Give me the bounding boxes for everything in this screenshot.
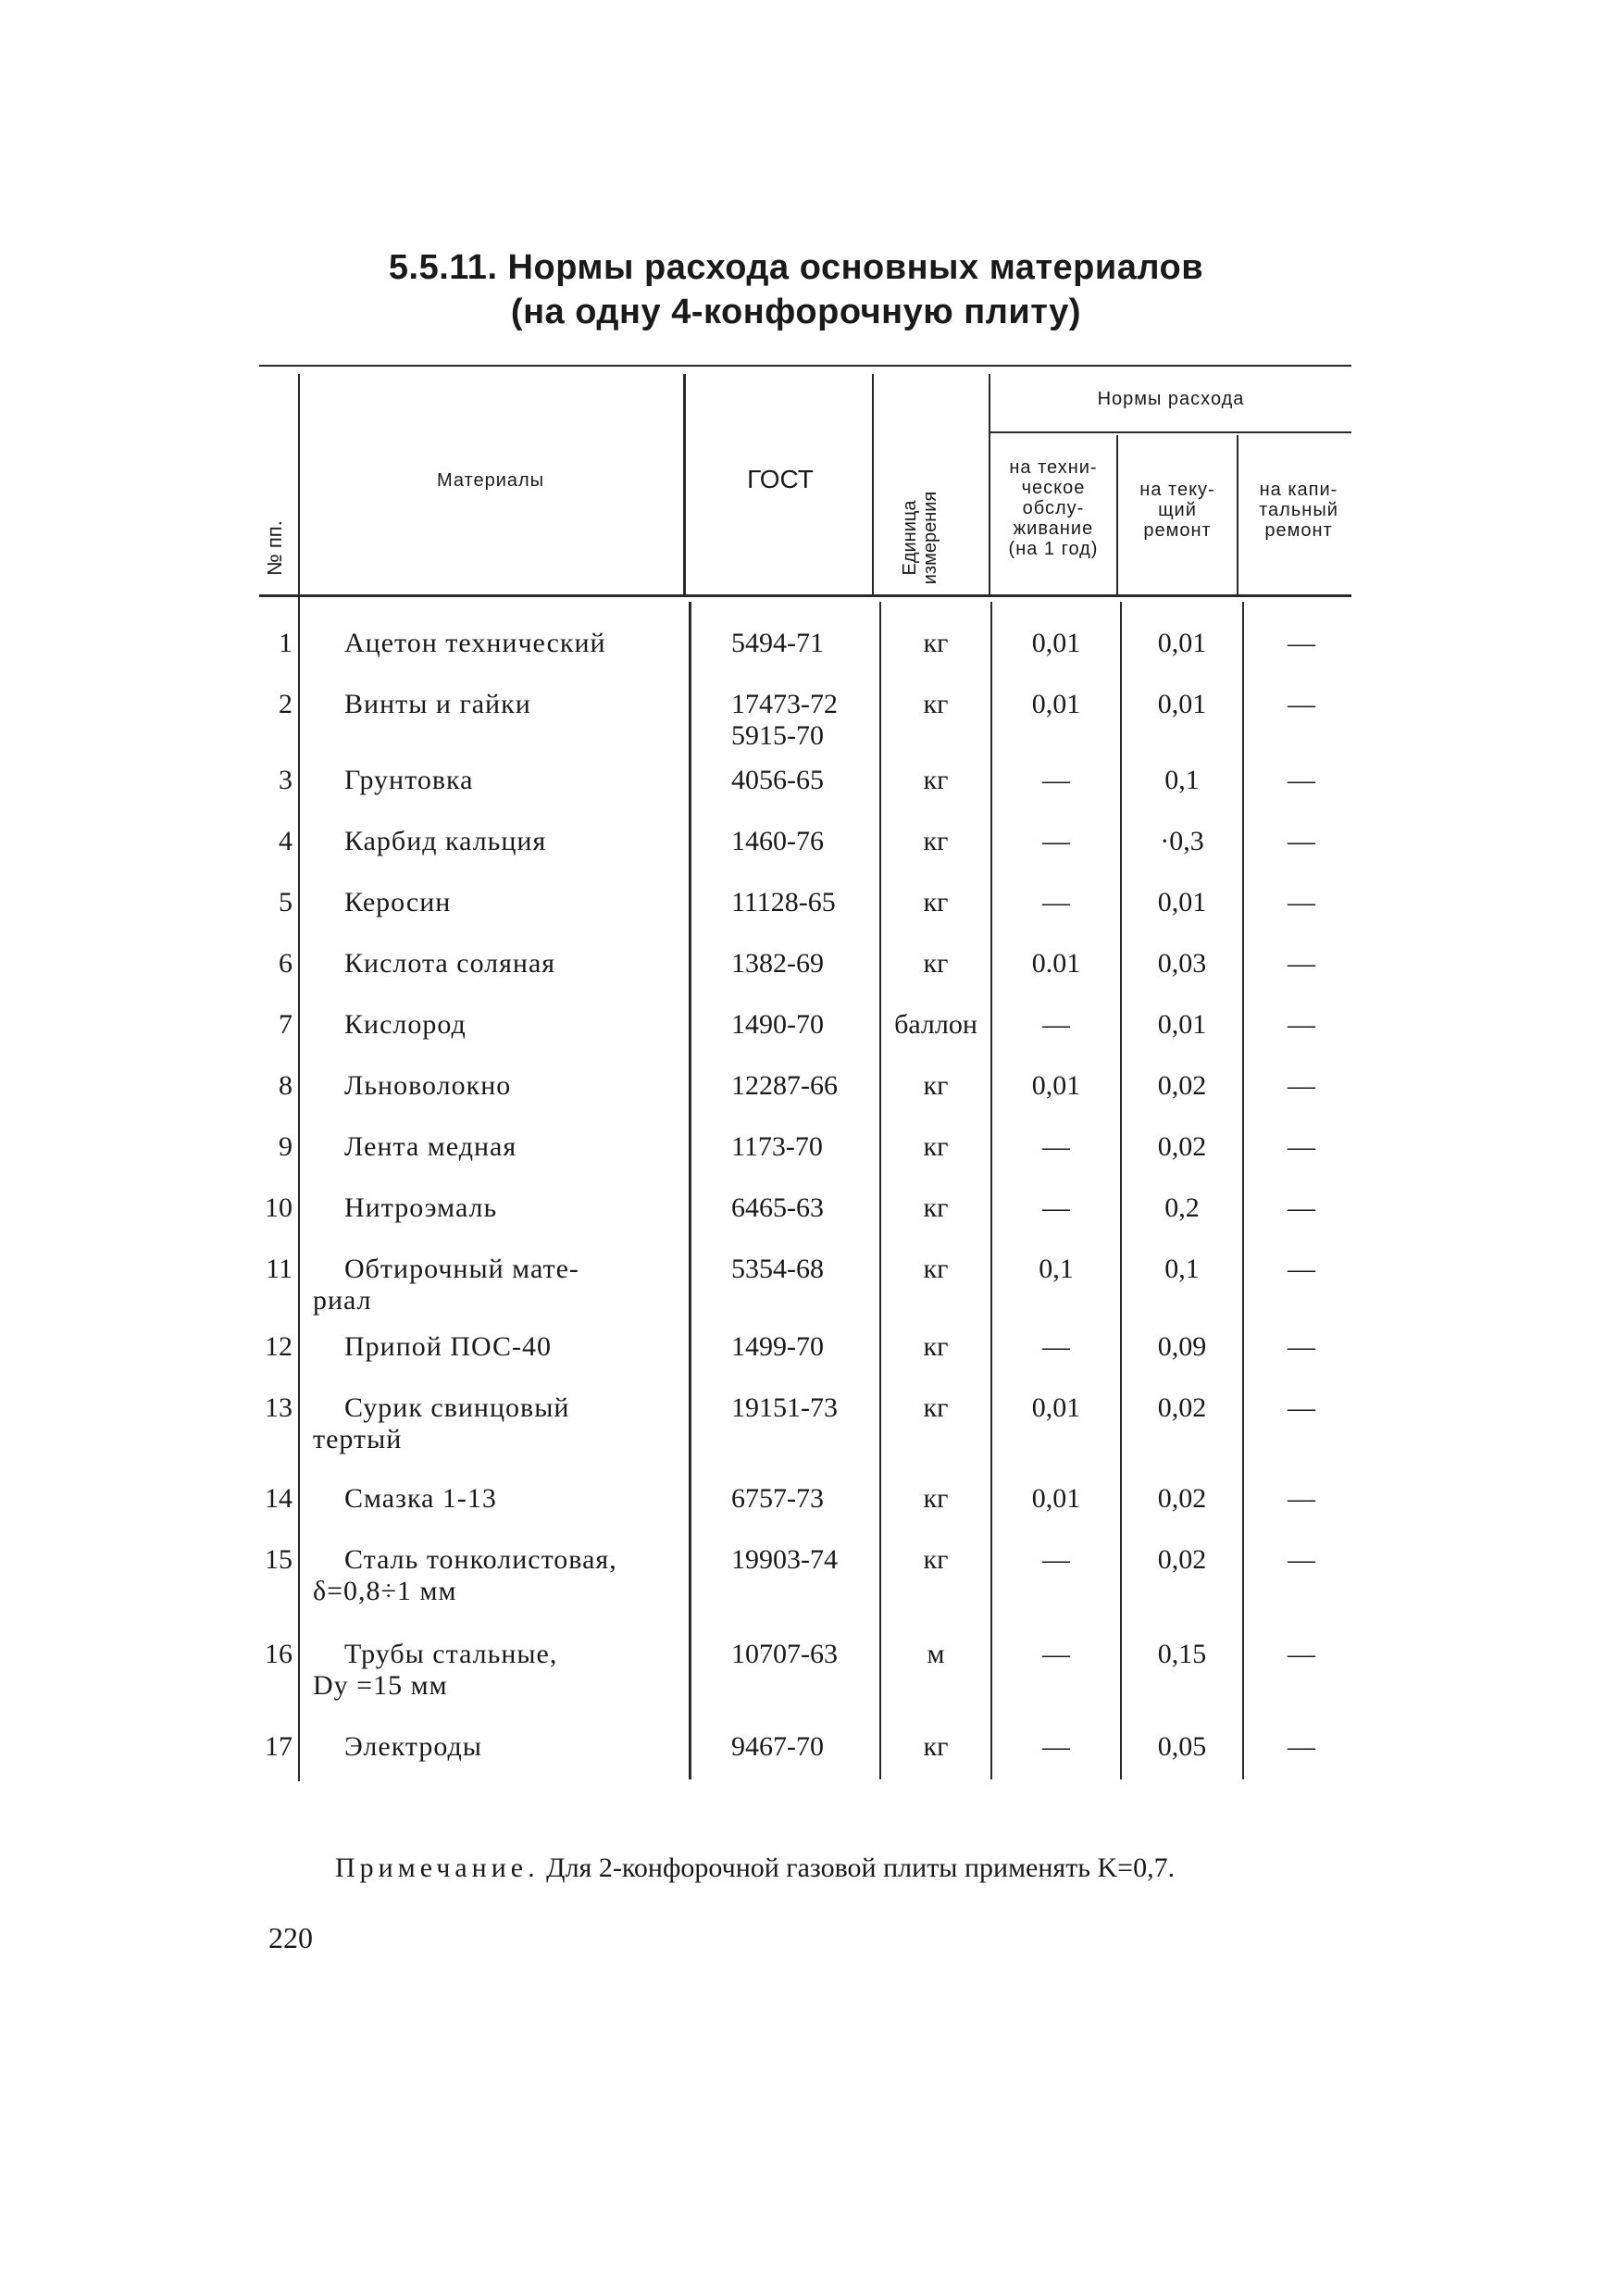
row-norm-tr: 0,1 [1164, 765, 1200, 795]
footnote-label: Примечание. [335, 1853, 540, 1883]
row-gost: 17473-72 [731, 689, 838, 719]
row-gost: 1490-70 [731, 1009, 824, 1040]
row-norm-to: 0,01 [1031, 628, 1081, 658]
row-norm-tr: 0,02 [1157, 1483, 1207, 1514]
row-material: Ацетон технический [344, 628, 606, 658]
row-number: 3 [279, 765, 292, 795]
row-material: Льноволокно [344, 1070, 512, 1101]
row-material: Нитроэмаль [344, 1192, 498, 1223]
row-norm-tr: 0,02 [1157, 1392, 1207, 1423]
row-gost: 1382-69 [731, 948, 824, 979]
row-norm-to: — [1042, 765, 1070, 795]
row-material: Трубы стальные, [344, 1639, 558, 1669]
col-divider-6b [1242, 602, 1244, 1779]
row-norm-kr: — [1288, 1731, 1315, 1762]
header-kr [1238, 480, 1359, 541]
row-unit: кг [923, 1483, 949, 1514]
header-tr-line: щий [1158, 500, 1197, 520]
row-norm-to: 0.01 [1031, 948, 1081, 979]
row-norm-kr: — [1288, 1254, 1315, 1284]
row-unit: кг [923, 826, 949, 856]
row-gost: 11128-65 [731, 887, 836, 917]
row-norm-kr: — [1288, 887, 1315, 917]
row-gost: 12287-66 [731, 1070, 838, 1101]
row-norm-kr: — [1288, 1131, 1315, 1162]
page-title-line-2: (на одну 4-конфорочную плиту) [510, 293, 1082, 331]
row-material: Смазка 1-13 [344, 1483, 497, 1514]
row-norm-kr: — [1288, 1392, 1315, 1423]
row-gost: 1499-70 [731, 1331, 824, 1362]
row-norm-tr: 0,05 [1157, 1731, 1207, 1762]
row-number: 5 [279, 887, 292, 917]
row-norm-to: — [1042, 887, 1070, 917]
row-unit: кг [923, 1731, 949, 1762]
row-norm-to: — [1042, 1639, 1070, 1669]
norms-rule [989, 431, 1351, 433]
row-gost: 19151-73 [731, 1392, 838, 1423]
row-norm-tr: 0,15 [1157, 1639, 1207, 1669]
row-norm-to: — [1042, 1192, 1070, 1223]
row-number: 15 [265, 1544, 292, 1575]
col-divider-5b [1120, 602, 1122, 1779]
col-divider-2b [689, 602, 691, 1779]
row-unit: кг [923, 1544, 949, 1575]
row-gost: 10707-63 [731, 1639, 838, 1669]
row-norm-tr: 0,01 [1157, 628, 1207, 658]
row-number: 10 [265, 1192, 292, 1223]
row-material: Лента медная [344, 1131, 517, 1162]
row-number: 17 [265, 1731, 292, 1762]
header-unit-2: измерения [920, 491, 940, 585]
page-title-line-1: 5.5.11. Нормы расхода основных материалов [388, 248, 1204, 287]
header-gost: ГОСТ [747, 465, 814, 493]
row-number: 11 [266, 1254, 292, 1284]
row-norm-to: — [1042, 1731, 1070, 1762]
row-norm-to: 0,01 [1031, 1070, 1081, 1101]
row-number: 4 [279, 826, 292, 856]
row-material-cont: δ=0,8÷1 мм [313, 1576, 457, 1606]
row-norm-to: — [1042, 1544, 1070, 1575]
header-kr-line: ремонт [1264, 520, 1333, 541]
row-unit: кг [923, 1392, 949, 1423]
row-material: Сурик свинцовый [344, 1392, 570, 1423]
row-material: Кислота соляная [344, 948, 556, 979]
header-material: Материалы [436, 470, 545, 491]
row-material: Карбид кальция [344, 826, 547, 856]
row-norm-kr: — [1288, 689, 1315, 719]
row-norm-to: 0,1 [1039, 1254, 1074, 1284]
header-num: № пп. [263, 520, 286, 576]
row-norm-tr: 0,02 [1157, 1544, 1207, 1575]
row-gost: 5494-71 [731, 628, 824, 658]
row-unit: кг [923, 1192, 949, 1223]
header-to-line: на техни- [1009, 457, 1098, 478]
row-number: 1 [279, 628, 292, 658]
row-norm-to: — [1042, 826, 1070, 856]
row-material: Винты и гайки [344, 689, 531, 719]
row-norm-kr: — [1288, 826, 1315, 856]
row-unit: кг [923, 887, 949, 917]
row-unit: кг [923, 1070, 949, 1101]
row-material: Электроды [344, 1731, 482, 1762]
row-unit: кг [923, 948, 949, 979]
row-norm-kr: — [1288, 1192, 1315, 1223]
row-number: 6 [279, 948, 292, 979]
row-gost: 1173-70 [731, 1131, 823, 1162]
row-number: 2 [279, 689, 292, 719]
header-norms: Нормы расхода [1097, 389, 1245, 409]
header-to-line: ческое [1021, 478, 1086, 498]
table-top-rule [259, 365, 1351, 367]
row-norm-tr: 0,01 [1157, 1009, 1207, 1040]
row-gost: 19903-74 [731, 1544, 838, 1575]
row-norm-kr: — [1288, 1331, 1315, 1362]
row-norm-tr: 0,02 [1157, 1070, 1207, 1101]
row-norm-to: 0,01 [1031, 1483, 1081, 1514]
row-material: Припой ПОС-40 [344, 1331, 553, 1362]
row-norm-tr: ·0,3 [1160, 826, 1204, 856]
row-norm-to: 0,01 [1031, 1392, 1081, 1423]
row-norm-kr: — [1288, 1544, 1315, 1575]
row-material-cont: тертый [313, 1424, 403, 1454]
row-unit: кг [923, 1131, 949, 1162]
row-number: 13 [265, 1392, 292, 1423]
col-divider-3 [872, 374, 874, 594]
header-tr-line: на теку- [1139, 480, 1215, 500]
row-unit: м [927, 1639, 945, 1669]
row-norm-kr: — [1288, 1639, 1315, 1669]
row-norm-kr: — [1288, 765, 1315, 795]
row-norm-kr: — [1288, 1009, 1315, 1040]
row-material: Обтирочный мате- [344, 1254, 579, 1284]
col-divider-1 [298, 374, 300, 1781]
row-gost: 9467-70 [731, 1731, 824, 1762]
row-unit: кг [923, 689, 949, 719]
header-to-line: живание [1013, 518, 1094, 539]
row-material-cont: Dy =15 мм [313, 1670, 448, 1701]
row-material-cont: риал [313, 1285, 372, 1316]
row-number: 9 [279, 1131, 292, 1162]
footnote [335, 1852, 1175, 1885]
row-norm-tr: 0,01 [1157, 689, 1207, 719]
row-norm-to: 0,01 [1031, 689, 1081, 719]
row-norm-tr: 0,01 [1157, 887, 1207, 917]
row-material: Сталь тонколистовая, [344, 1544, 617, 1575]
header-tr [1118, 480, 1237, 541]
row-norm-tr: 0,09 [1157, 1331, 1207, 1362]
row-norm-kr: — [1288, 948, 1315, 979]
row-gost: 5354-68 [731, 1254, 824, 1284]
row-gost: 1460-76 [731, 826, 824, 856]
header-unit-1: Единица [900, 500, 920, 576]
row-norm-kr: — [1288, 1483, 1315, 1514]
header-to-line: обслу- [1022, 498, 1085, 518]
row-norm-tr: 0,1 [1164, 1254, 1200, 1284]
row-material: Керосин [344, 887, 452, 917]
row-unit: баллон [894, 1009, 977, 1040]
row-material: Грунтовка [344, 765, 474, 795]
row-unit: кг [923, 765, 949, 795]
col-divider-2 [683, 374, 686, 594]
footnote-text: Для 2-конфорочной газовой плиты применять K=0,7. [539, 1853, 1176, 1883]
row-norm-to: — [1042, 1131, 1070, 1162]
header-tr-line: ремонт [1143, 520, 1212, 541]
row-norm-tr: 0,02 [1157, 1131, 1207, 1162]
row-norm-to: — [1042, 1009, 1070, 1040]
row-material: Кислород [344, 1009, 467, 1040]
row-gost: 4056-65 [731, 765, 824, 795]
header-to-line: (на 1 год) [1008, 539, 1099, 559]
header-kr-line: на капи- [1259, 480, 1338, 500]
row-norm-tr: 0,03 [1157, 948, 1207, 979]
header-bottom-rule [259, 594, 1351, 597]
row-gost-cont: 5915-70 [731, 720, 824, 751]
row-number: 7 [279, 1009, 292, 1040]
header-to [990, 457, 1116, 559]
page-number: 220 [268, 1921, 313, 1954]
row-gost: 6465-63 [731, 1192, 824, 1223]
header-kr-line: тальный [1259, 500, 1338, 520]
row-unit: кг [923, 1254, 949, 1284]
row-number: 12 [265, 1331, 292, 1362]
row-unit: кг [923, 1331, 949, 1362]
row-number: 8 [279, 1070, 292, 1101]
row-norm-to: — [1042, 1331, 1070, 1362]
row-norm-kr: — [1288, 628, 1315, 658]
row-norm-tr: 0,2 [1164, 1192, 1200, 1223]
row-norm-kr: — [1288, 1070, 1315, 1101]
row-unit: кг [923, 628, 949, 658]
row-number: 14 [265, 1483, 292, 1514]
row-number: 16 [265, 1639, 292, 1669]
row-gost: 6757-73 [731, 1483, 824, 1514]
